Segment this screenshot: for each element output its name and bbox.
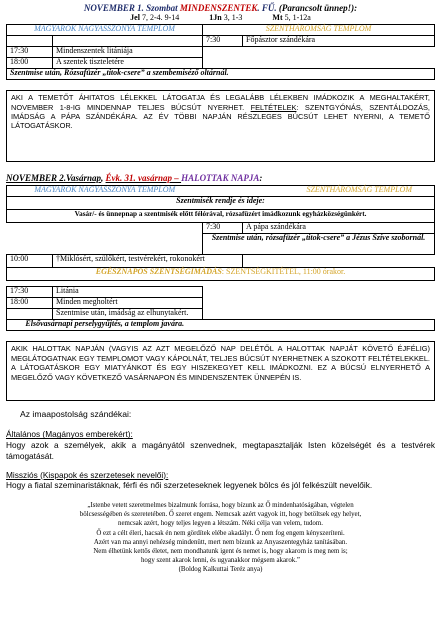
quote-line: Nem élhetünk kettős életet, nem mondhatunk igent és nemet is, hogy akarom is meg nem is; <box>93 547 348 555</box>
church-left-label: MAGYAROK NAGYASSZONYA TEMPLOM <box>7 186 203 197</box>
intention-cell: †Miklósért, szülőkért, testvérekért, rokonokért <box>53 255 243 268</box>
table-row <box>7 197 435 210</box>
time-cell: 10:00 <box>7 255 53 268</box>
general-intention-title: Általános (Magányos emberekért): <box>6 429 133 440</box>
nov2-feast: HALOTTAK NAPJA <box>181 173 260 184</box>
bulletin-page <box>6 3 435 574</box>
intention-cell: Litánia <box>53 287 203 298</box>
time-cell: 18:00 <box>7 58 53 69</box>
nov1-title: NOVEMBER 1. Szombat MINDENSZENTEK. FŰ. (Parancsolt ünnep!): <box>83 3 358 13</box>
quote-line: Azért van ma annyi nehézség mindenütt, mert nem bízunk az Anyaszentegyház tanításában. <box>93 538 348 546</box>
table-row <box>7 58 435 69</box>
collection-note: Elsővasárnapi perselygyűjtés, a templom javára. <box>7 320 203 331</box>
intention-cell: Főpásztor szándékára <box>243 36 435 47</box>
intention-cell: Szentmise után, imádság az elhunytakért. <box>53 309 203 320</box>
nov2-date: NOVEMBER 2.Vasárnap <box>6 173 102 184</box>
nov1-readings <box>6 14 435 23</box>
quote-line: „Istenbe vetett szeretmelmes bizalmunk forrása, hogy bízunk az Ő mindenhatóságában, végtelen <box>87 502 354 510</box>
nov1-date: NOVEMBER 1. Szombat <box>83 3 180 13</box>
table-row <box>7 298 435 309</box>
nov2-week: Évk. 31. vasárnap – <box>105 173 182 184</box>
table-row <box>7 69 435 80</box>
church-right-label: SZENTHÁROMSÁG TEMPLOM <box>203 25 435 36</box>
time-cell: 18:00 <box>7 298 53 309</box>
quote-author: (Boldog Kalkuttai Teréz anya) <box>178 565 263 573</box>
table-row <box>7 320 435 331</box>
time-cell: 17:30 <box>7 47 53 58</box>
time-cell: 7:30 <box>203 223 243 234</box>
table-row <box>7 309 435 320</box>
intention-cell: A szentek tiszteletére <box>53 58 203 69</box>
nov1-rank: . FŰ. <box>257 3 277 13</box>
prayer-heading: Az imaapostolság szándékai: <box>20 409 132 420</box>
general-intention-text: Hogy azok a személyek, akik a magányától szenvednek, megtapasztalják Isten közelségét és a testvérek támogatását. <box>6 440 435 461</box>
nov1-schedule-table <box>6 24 435 80</box>
indulgence-box-2: AKIK HALOTTAK NAPJÁN (VAGYIS AZ AZT MEGELŐZŐ NAP DELÉTŐL A HALOTTAK NAPJÁT KÖVETŐ ÉJFÉLIG) MEGLÁTOGATNAK EGY TEMPLOMOT VAGY KÁPOLNÁT, TELJES BÚCSÚT NYERHETNEK A SZOKOTT FELTÉTELEKKEL. A LÁTOGATÁSKOR EGY MIATYÁNKOT ÉS EGY HISZEKEGYET KELL IMÁDKOZNI. EZ A BÚCSÚ ELNYERHETŐ A MEGELŐZŐ VAGY KÖVETKEZŐ VASÁRNAPON ÉS MINDENSZENTEK ÜNNEPÉN IS. <box>6 341 435 401</box>
table-row <box>7 47 435 58</box>
church-right-label: SZENTHÁROMSÁG TEMPLOM <box>203 186 435 197</box>
table-row <box>7 210 435 223</box>
table-row <box>7 287 435 298</box>
intention-cell: A pápa szándékára <box>243 223 435 234</box>
reading-2: 1Jn 3, 1-3 <box>209 13 243 23</box>
table-row <box>7 36 435 47</box>
nov1-feast: MINDENSZENTEK <box>179 3 258 13</box>
quote-line: hogy szent akarok lenni, és ugyanakkor mégsem akarok.” <box>140 556 300 564</box>
table-row <box>7 223 435 234</box>
mass-order-heading: Szentmisék rendje és ideje: <box>7 197 435 210</box>
time-cell: 17:30 <box>7 287 53 298</box>
table-row <box>7 255 435 268</box>
indulgence-box-1: AKI A TEMETŐT ÁHITATOS LÉLEKKEL LÁTOGATJA ÉS LEGALÁBB LÉLEKBEN IMÁDKOZIK A MEGHALTAKÉRT, NOVEMBER 1-8-IG MINDENNAP TELJES BÚCSÚT NYERHET. FELTÉTELEK: SZENTGYÓNÁS, SZENTÁLDOZÁS, IMÁDSÁG A PÁPA SZÁNDÉKÁRA. AZ ÉV TÖBBI NAPJÁN RÉSZLEGES BÚCSÚT LEHET NYERNI, A TEMETŐ LÁTOGATÁSKOR. <box>6 90 435 162</box>
quote-line: bölcsességében és szeretetében. Ő szeret engem. Nemcsak azért vagyok itt, hogy betöltsek egy helyet, <box>79 511 362 519</box>
adoration-row: EGÉSZNAPOS SZENTSÉGIMÁDÁS: SZENTSÉGKITÉTEL, 11:00 órakor. <box>7 268 435 281</box>
intention-cell: Minden megholtért <box>53 298 203 309</box>
intention-cell: Mindenszentek litániája <box>53 47 203 58</box>
mission-intention-title: Missziós (Kispapok és szerzetesek nevelői): <box>6 469 169 480</box>
nov2-title: NOVEMBER 2.Vasárnap, Évk. 31. vasárnap – HALOTTAK NAPJA: <box>6 173 263 184</box>
quote-block <box>6 501 435 574</box>
quote-line: nemcsak azért, hogy teljes legyen a létszám. Néki célja van velem, tudom. <box>118 520 323 528</box>
conditions-underlined: FELTÉTELEK <box>250 102 297 112</box>
reading-1: Jel 7, 2-4. 9-14 <box>130 13 180 23</box>
nov1-note: (Parancsolt ünnep!) <box>278 3 355 13</box>
time-cell: 7:30 <box>203 36 243 47</box>
table-row <box>7 268 435 281</box>
reading-3: Mt 5, 1-12a <box>272 13 311 23</box>
mission-intention-text: Hogy a fiatal szeminaristáknak, férfi és női szerzeteseknek legyenek bölcs és jól felkészült nevelőik. <box>6 480 373 491</box>
rosary-note: Szentmise után, rózsafüzér „titok-csere” a Jézus Szíve szobornál. <box>203 234 435 255</box>
nov1-church-header-row <box>7 25 435 36</box>
nov2-schedule-table <box>6 185 435 331</box>
quote-line: Ő ezt a célt éleri, hacsak én nem gördítek elébe akadályt. Ő nem fog engem kényszeríteni. <box>96 529 345 537</box>
nov1-footer-note: Szentmise után, Rózsafüzér „titok-csere” a szembemiséző oltárnál. <box>7 69 203 80</box>
prayer-intentions <box>6 409 435 491</box>
sunday-note: Vasár/- és ünnepnap a szentmisék előtt félórával, rózsafüzért imádkozunk egyházközségünkért. <box>7 210 435 223</box>
nov2-church-header-row <box>7 186 435 197</box>
church-left-label: MAGYAROK NAGYASSZONYA TEMPLOM <box>7 25 203 36</box>
table-row <box>7 234 435 255</box>
